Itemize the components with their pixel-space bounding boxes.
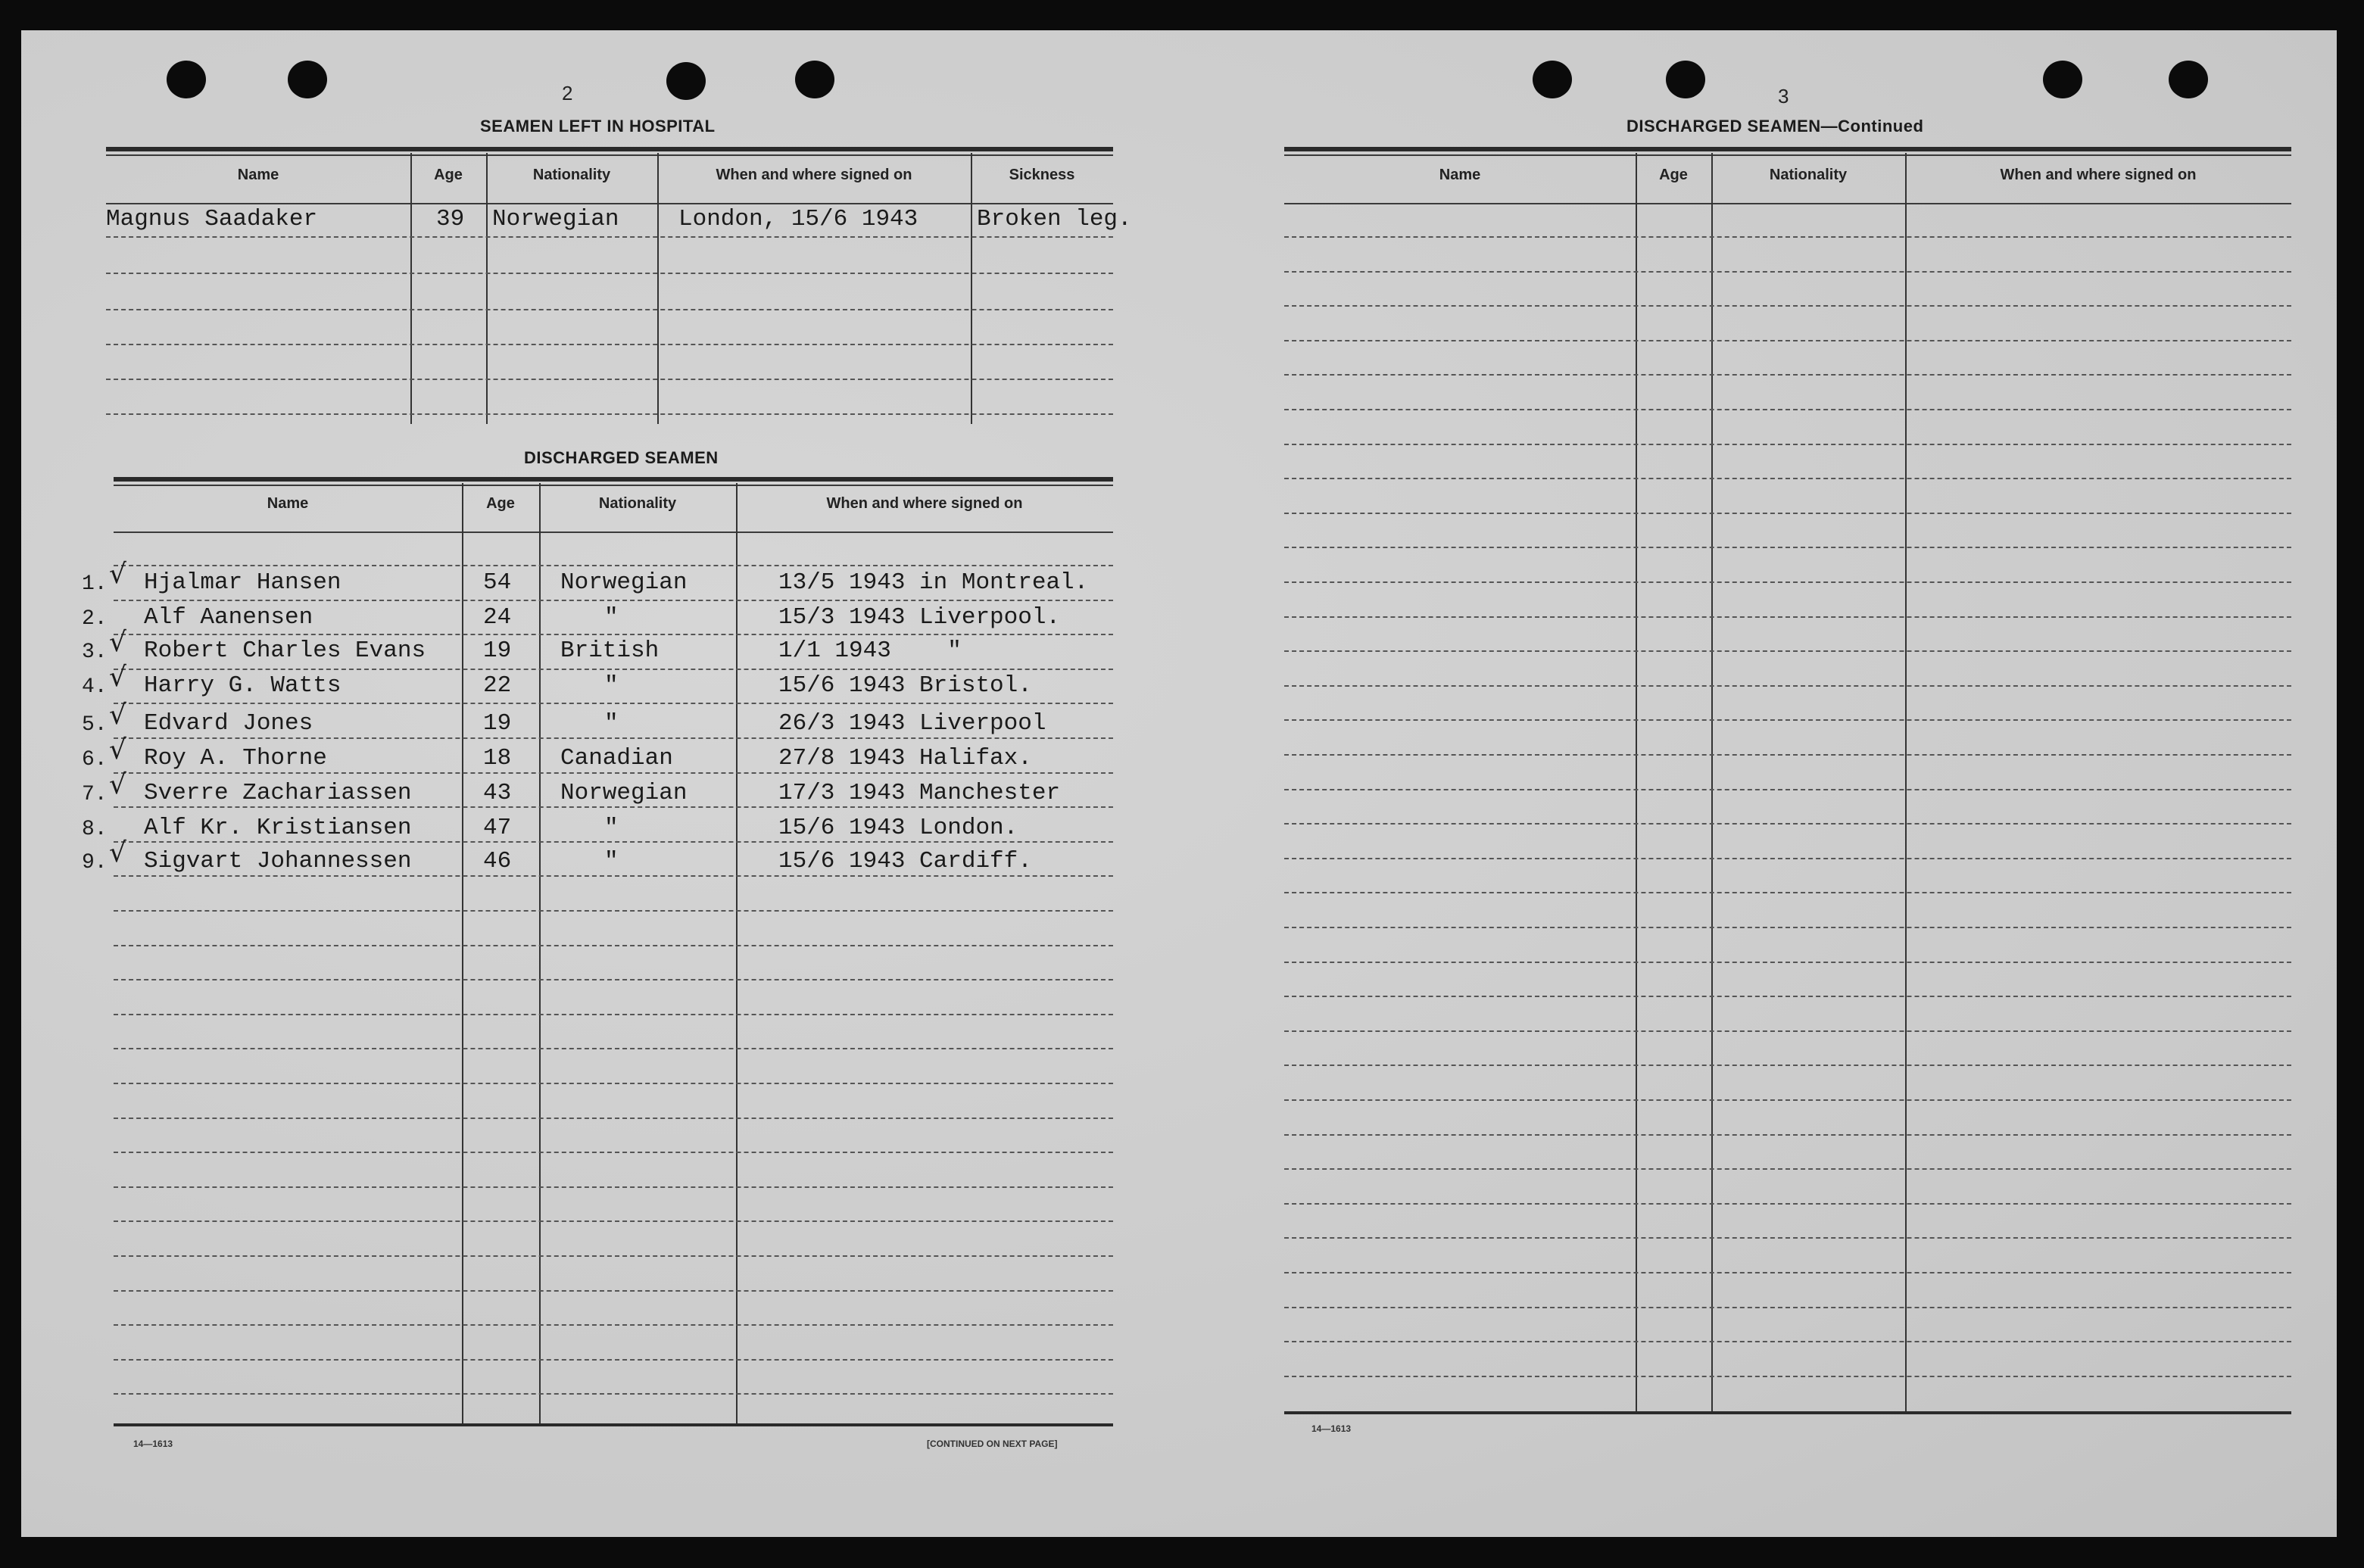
row-line xyxy=(1284,754,2291,756)
table-cell: 18 xyxy=(483,745,512,772)
column-header: Nationality xyxy=(1769,167,1848,183)
row-number: 6. xyxy=(82,748,108,772)
table-cell: 1/1 1943 " xyxy=(778,637,962,664)
column-header: When and where signed on xyxy=(2000,167,2197,183)
row-line xyxy=(114,703,1113,704)
row-line xyxy=(1284,962,2291,963)
table-cell: 15/6 1943 Bristol. xyxy=(778,672,1032,699)
column-header: Sickness xyxy=(1009,167,1075,183)
check-mark: √ xyxy=(109,769,126,800)
header-rule xyxy=(106,203,1113,204)
table-cell: 54 xyxy=(483,569,512,596)
row-line xyxy=(114,669,1113,670)
row-line xyxy=(106,379,1113,380)
row-line xyxy=(114,1359,1113,1361)
row-line xyxy=(114,1220,1113,1222)
form-number: 14—1613 xyxy=(133,1439,173,1449)
row-line xyxy=(114,1186,1113,1188)
row-line xyxy=(114,565,1113,566)
table-cell: Sigvart Johannessen xyxy=(144,848,412,874)
row-line xyxy=(114,1118,1113,1119)
page-number: 3 xyxy=(1778,85,1789,108)
row-line xyxy=(1284,650,2291,652)
table-bottom-rule xyxy=(114,1423,1113,1426)
table-cell: 19 xyxy=(483,637,512,664)
row-line xyxy=(114,1255,1113,1257)
row-line xyxy=(1284,616,2291,618)
table-cell: Hjalmar Hansen xyxy=(144,569,342,596)
column-header: Name xyxy=(1439,167,1481,183)
row-line xyxy=(114,910,1113,912)
row-line xyxy=(114,806,1113,808)
row-line xyxy=(1284,1376,2291,1377)
row-line xyxy=(1284,547,2291,548)
form-number: 14—1613 xyxy=(1311,1423,1352,1434)
row-number: 4. xyxy=(82,675,108,699)
table-cell: British xyxy=(560,637,660,664)
row-line xyxy=(1284,236,2291,238)
row-line xyxy=(114,737,1113,739)
table-cell: 22 xyxy=(483,672,512,699)
table-cell: Harry G. Watts xyxy=(144,672,342,699)
row-line xyxy=(1284,823,2291,825)
column-header: Nationality xyxy=(598,495,677,512)
row-line xyxy=(1284,271,2291,273)
row-line xyxy=(1284,1341,2291,1342)
table-cell: 15/6 1943 London. xyxy=(778,815,1018,841)
column-divider xyxy=(410,153,412,424)
row-line xyxy=(1284,1203,2291,1205)
table-cell: 26/3 1943 Liverpool xyxy=(778,710,1046,737)
row-number: 7. xyxy=(82,783,108,806)
row-line xyxy=(114,1152,1113,1153)
column-header: Age xyxy=(1659,167,1688,183)
row-line xyxy=(106,309,1113,310)
discharged-section-title: DISCHARGED SEAMEN xyxy=(524,448,719,467)
table-cell: 15/6 1943 Cardiff. xyxy=(778,848,1032,874)
table-cell: Norwegian xyxy=(560,569,688,596)
table-cell: " xyxy=(604,848,619,874)
page-number: 2 xyxy=(562,82,573,104)
table-cell: 24 xyxy=(483,604,512,631)
table-cell: 13/5 1943 in Montreal. xyxy=(778,569,1089,596)
column-divider xyxy=(1905,153,1907,1411)
row-line xyxy=(114,1014,1113,1015)
table-cell: 43 xyxy=(483,780,512,806)
right-page xyxy=(1172,30,2337,1537)
table-cell: Canadian xyxy=(560,745,673,772)
row-line xyxy=(114,634,1113,635)
column-header: Name xyxy=(267,495,309,512)
table-cell: Sverre Zachariassen xyxy=(144,780,412,806)
row-line xyxy=(114,1048,1113,1049)
row-line xyxy=(1284,1134,2291,1136)
column-header: Nationality xyxy=(532,167,611,183)
table-cell: Robert Charles Evans xyxy=(144,637,426,664)
row-line xyxy=(106,344,1113,345)
row-line xyxy=(1284,1272,2291,1273)
check-mark: √ xyxy=(109,559,126,590)
column-divider xyxy=(539,483,541,1423)
column-header: When and where signed on xyxy=(826,495,1023,512)
table-top-rule xyxy=(114,477,1113,482)
row-number: 1. xyxy=(82,572,108,596)
row-line xyxy=(1284,374,2291,376)
row-line xyxy=(114,945,1113,946)
row-line xyxy=(1284,513,2291,514)
row-line xyxy=(1284,1065,2291,1066)
row-line xyxy=(114,772,1113,774)
header-rule xyxy=(1284,203,2291,204)
row-line xyxy=(114,1393,1113,1395)
table-cell: 27/8 1943 Halifax. xyxy=(778,745,1032,772)
row-line xyxy=(114,979,1113,980)
row-line xyxy=(1284,409,2291,410)
row-line xyxy=(1284,996,2291,997)
table-cell: Magnus Saadaker xyxy=(106,206,318,232)
row-line xyxy=(1284,1237,2291,1239)
row-line xyxy=(1284,927,2291,928)
continued-note: [CONTINUED ON NEXT PAGE] xyxy=(927,1439,1058,1449)
row-line xyxy=(106,273,1113,274)
row-line xyxy=(114,875,1113,877)
row-number: 8. xyxy=(82,818,108,841)
check-mark: √ xyxy=(109,627,126,658)
row-number: 3. xyxy=(82,641,108,664)
table-cell: 46 xyxy=(483,848,512,874)
column-header: When and where signed on xyxy=(716,167,912,183)
row-line xyxy=(1284,444,2291,445)
row-number: 5. xyxy=(82,713,108,737)
row-line xyxy=(1284,340,2291,341)
table-cell: 39 xyxy=(436,206,465,232)
row-line xyxy=(114,841,1113,843)
left-page xyxy=(21,30,1172,1537)
table-top-rule xyxy=(114,485,1113,486)
table-cell: Edvard Jones xyxy=(144,710,313,737)
column-divider xyxy=(971,153,972,424)
table-cell: Norwegian xyxy=(492,206,619,232)
row-line xyxy=(1284,1030,2291,1032)
check-mark: √ xyxy=(109,837,126,868)
row-line xyxy=(1284,1168,2291,1170)
table-cell: London, 15/6 1943 xyxy=(678,206,918,232)
column-header: Age xyxy=(486,495,515,512)
table-top-rule xyxy=(106,147,1113,151)
table-cell: Alf Kr. Kristiansen xyxy=(144,815,412,841)
table-cell: " xyxy=(604,672,619,699)
header-rule xyxy=(114,531,1113,533)
table-cell: 19 xyxy=(483,710,512,737)
row-number: 9. xyxy=(82,851,108,874)
table-top-rule xyxy=(1284,147,2291,151)
row-line xyxy=(1284,719,2291,721)
row-line xyxy=(114,1290,1113,1292)
column-divider xyxy=(736,483,738,1423)
column-divider xyxy=(657,153,659,424)
table-cell: Broken leg. xyxy=(977,206,1132,232)
check-mark: √ xyxy=(109,662,126,693)
row-line xyxy=(1284,1099,2291,1101)
column-header: Age xyxy=(434,167,463,183)
row-line xyxy=(106,236,1113,238)
hospital-section-title: SEAMEN LEFT IN HOSPITAL xyxy=(480,117,716,136)
row-number: 2. xyxy=(82,607,108,631)
row-line xyxy=(106,413,1113,415)
table-cell: " xyxy=(604,710,619,737)
table-cell: Alf Aanensen xyxy=(144,604,313,631)
check-mark: √ xyxy=(109,700,126,731)
row-line xyxy=(1284,581,2291,583)
row-line xyxy=(114,1324,1113,1326)
row-line xyxy=(1284,892,2291,893)
table-top-rule xyxy=(1284,154,2291,156)
column-divider xyxy=(1636,153,1637,1411)
row-line xyxy=(1284,1307,2291,1308)
column-divider xyxy=(486,153,488,424)
table-top-rule xyxy=(106,154,1113,156)
check-mark: √ xyxy=(109,734,126,765)
row-line xyxy=(1284,478,2291,479)
table-cell: 15/3 1943 Liverpool. xyxy=(778,604,1061,631)
row-line xyxy=(1284,789,2291,790)
table-cell: " xyxy=(604,815,619,841)
row-line xyxy=(1284,305,2291,307)
row-line xyxy=(114,1083,1113,1084)
discharged-continued-title: DISCHARGED SEAMEN—Continued xyxy=(1626,117,1924,136)
column-divider xyxy=(1711,153,1713,1411)
table-cell: Norwegian xyxy=(560,780,688,806)
table-cell: 17/3 1943 Manchester xyxy=(778,780,1061,806)
table-cell: Roy A. Thorne xyxy=(144,745,327,772)
row-line xyxy=(1284,685,2291,687)
table-bottom-rule xyxy=(1284,1411,2291,1414)
row-line xyxy=(1284,858,2291,859)
document-sheet xyxy=(21,30,2337,1537)
column-header: Name xyxy=(237,167,279,183)
table-cell: 47 xyxy=(483,815,512,841)
column-divider xyxy=(462,483,463,1423)
table-cell: " xyxy=(604,604,619,631)
row-line xyxy=(114,600,1113,601)
